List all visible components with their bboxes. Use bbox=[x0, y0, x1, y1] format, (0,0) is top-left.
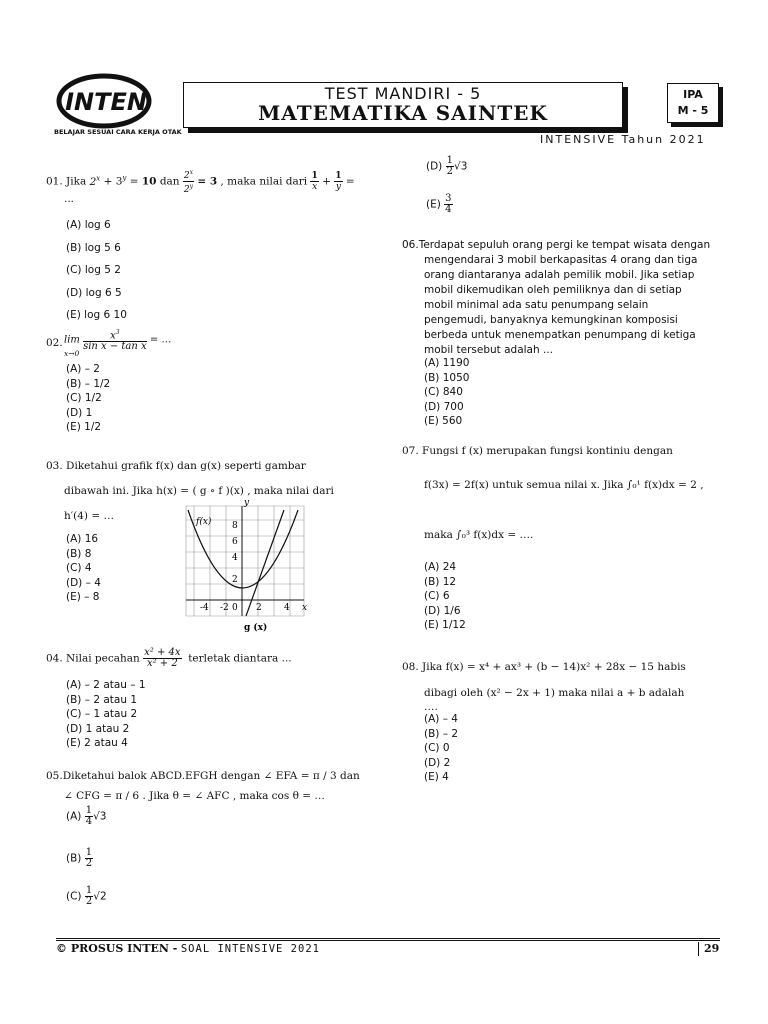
option-c[interactable]: (C) log 5 2 bbox=[66, 264, 121, 276]
question-text: Jika f(x) = x⁴ + ax³ + (b − 14)x² + 28x − 15 habis bbox=[422, 661, 686, 673]
question-text: mengendarai 3 mobil berkapasitas 4 orang dan tiga bbox=[424, 254, 698, 266]
option-e[interactable]: (E) 1/12 bbox=[424, 619, 466, 632]
option-d[interactable]: (D) 1 atau 2 bbox=[66, 722, 130, 735]
question-text: Diketahui grafik f(x) dan g(x) seperti gambar bbox=[66, 460, 306, 472]
q05-option-e[interactable]: (E) $\frac{3}{4}$ bbox=[426, 193, 452, 215]
code-m5: M - 5 bbox=[677, 104, 709, 117]
option-d[interactable]: (D) – 4 bbox=[66, 576, 101, 589]
option-c[interactable]: (C) 4 bbox=[66, 562, 92, 575]
question-04 bbox=[46, 648, 366, 669]
subject-title: MATEMATIKA SAINTEK bbox=[258, 101, 548, 125]
option-d[interactable]: (D) 2 bbox=[424, 756, 451, 769]
option-c[interactable]: (C) 6 bbox=[424, 590, 450, 603]
question-01: 01. Jika $2^x + 3^y = 10$ dan $\frac{2^x}{2^y}$ = 3 , maka nilai dari $\frac{1}{x}$ + $\frac{1}{y}$ = bbox=[46, 169, 355, 195]
option-e[interactable]: (E) 2 atau 4 bbox=[66, 737, 128, 750]
option-e[interactable]: (E) – 8 bbox=[66, 591, 100, 604]
question-text: terletak diantara ... bbox=[188, 652, 292, 665]
y-tick: 2 bbox=[232, 575, 238, 585]
option-b[interactable]: (B) log 5 6 bbox=[66, 241, 121, 254]
option-d[interactable]: (D) 1 bbox=[66, 406, 93, 419]
question-08 bbox=[402, 654, 724, 706]
question-05 bbox=[46, 766, 368, 806]
option-a[interactable]: (A) – 2 bbox=[66, 363, 100, 375]
question-text: orang diantaranya adalah pemilik mobil. Jika setiap bbox=[424, 269, 695, 281]
question-text: Jika bbox=[66, 175, 87, 188]
q03-options bbox=[66, 532, 101, 605]
option-b[interactable]: (B) – 1/2 bbox=[66, 377, 111, 390]
title-box bbox=[183, 82, 623, 128]
q05-option-c[interactable]: (C) $\frac{1}{2}$ √2 bbox=[66, 885, 107, 907]
question-07-line3: maka ∫₀³ f(x)dx = …. bbox=[424, 529, 534, 541]
label-g: g (x) bbox=[244, 623, 268, 633]
question-07-line1 bbox=[402, 444, 724, 459]
option-b[interactable]: (B) – 2 bbox=[424, 727, 459, 740]
option-a[interactable]: (A) – 2 atau – 1 bbox=[66, 679, 146, 691]
question-ellipsis: …. bbox=[424, 701, 438, 713]
y-tick: 6 bbox=[232, 537, 238, 547]
question-number: 05. bbox=[46, 770, 63, 782]
test-title: TEST MANDIRI - 5 bbox=[324, 84, 482, 103]
question-text: dibagi oleh (x² − 2x + 1) maka nilai a + b adalah bbox=[424, 687, 685, 699]
q02-options bbox=[66, 362, 110, 435]
question-text: mobil dikemudikan oleh pemiliknya dan di setiap bbox=[424, 284, 682, 296]
footer-subtitle: SOAL INTENSIVE 2021 bbox=[180, 943, 320, 955]
question-ellipsis: ... bbox=[64, 193, 75, 205]
option-label: (D) bbox=[426, 160, 443, 173]
footer-brand: © PROSUS INTEN - bbox=[56, 942, 178, 955]
option-a[interactable]: (A) log 6 bbox=[66, 219, 111, 231]
question-number: 06. bbox=[402, 239, 419, 251]
question-number: 03. bbox=[46, 460, 63, 472]
option-label: (B) bbox=[66, 852, 82, 865]
option-c[interactable]: (C) 1/2 bbox=[66, 392, 102, 405]
graph-f-g bbox=[186, 498, 311, 639]
option-b[interactable]: (B) 8 bbox=[66, 547, 92, 560]
question-number: 04. bbox=[46, 652, 63, 665]
question-text: mobil tersebut adalah ... bbox=[424, 344, 553, 356]
fraction-numerator: x² + 4x bbox=[144, 647, 181, 658]
q05-option-b[interactable]: (B) $\frac{1}{2}$ bbox=[66, 847, 93, 869]
option-c[interactable]: (C) – 1 atau 2 bbox=[66, 708, 138, 721]
question-text: ∠ CFG = π / 6 . Jika θ = ∠ AFC , maka cos θ = … bbox=[64, 790, 325, 802]
option-b[interactable]: (B) 1050 bbox=[424, 371, 470, 384]
option-d[interactable]: (D) log 6 5 bbox=[66, 286, 122, 299]
question-06 bbox=[402, 238, 724, 358]
option-a[interactable]: (A) 16 bbox=[66, 533, 99, 545]
question-number: 08. bbox=[402, 661, 419, 673]
q08-options bbox=[424, 712, 458, 785]
label-y: y bbox=[244, 498, 250, 508]
footer-rule bbox=[56, 940, 720, 941]
x-tick: -4 bbox=[200, 603, 209, 613]
q01-options bbox=[66, 214, 127, 327]
x-tick: 2 bbox=[256, 603, 262, 613]
question-text: Terdapat sepuluh orang pergi ke tempat wisata dengan bbox=[418, 239, 711, 251]
footer-left bbox=[56, 942, 320, 955]
question-text: dan bbox=[159, 175, 180, 188]
option-d[interactable]: (D) 700 bbox=[424, 400, 464, 413]
option-label: (A) bbox=[66, 810, 82, 823]
option-c[interactable]: (C) 840 bbox=[424, 386, 463, 399]
q05-option-d[interactable]: (D) $\frac{1}{2}$ √3 bbox=[426, 155, 468, 177]
question-text: Fungsi f (x) merupakan fungsi kontiniu dengan bbox=[422, 445, 673, 457]
label-x: x bbox=[302, 603, 308, 613]
q04-options bbox=[66, 678, 146, 751]
question-text: , maka nilai dari bbox=[220, 175, 308, 188]
q05-option-a[interactable]: (A) $\frac{1}{4}$ √3 bbox=[66, 805, 107, 827]
question-02-expr: lim $\frac{x^3}{\text{sin x − tan x}}$ = … x→0 bbox=[64, 329, 172, 359]
option-a[interactable]: (A) 24 bbox=[424, 561, 457, 573]
question-text: Diketahui balok ABCD.EFGH dengan ∠ EFA = π / 3 dan bbox=[62, 770, 360, 782]
option-b[interactable]: (B) 12 bbox=[424, 575, 457, 588]
question-number: 01. bbox=[46, 175, 63, 188]
question-number: 07. bbox=[402, 445, 419, 457]
x-tick: -2 bbox=[220, 603, 229, 613]
logo-tagline: BELAJAR SESUAI CARA KERJA OTAK bbox=[54, 128, 182, 136]
question-text: Nilai pecahan bbox=[66, 652, 140, 665]
fraction-denominator: x² + 2 bbox=[146, 658, 178, 669]
question-02-number: 02. bbox=[46, 337, 63, 349]
page-number: 29 bbox=[704, 942, 720, 955]
option-e[interactable]: (E) 1/2 bbox=[66, 421, 102, 434]
footer-divider bbox=[698, 942, 699, 956]
code-box bbox=[667, 83, 719, 123]
code-ipa: IPA bbox=[683, 88, 703, 101]
question-07-line2: f(3x) = 2f(x) untuk semua nilai x. Jika ∫₀¹ f(x)dx = 2 , bbox=[424, 479, 704, 491]
option-e[interactable]: (E) 560 bbox=[424, 415, 463, 428]
question-text: mobil minimal ada satu penumpang selain bbox=[424, 299, 649, 311]
svg-text:INTEN: INTEN bbox=[65, 88, 147, 116]
question-text: berbeda untuk menempatkan penumpang di ketiga bbox=[424, 329, 696, 341]
option-d[interactable]: (D) 1/6 bbox=[424, 604, 461, 617]
option-c[interactable]: (C) 0 bbox=[424, 742, 450, 755]
y-tick: 4 bbox=[232, 553, 238, 563]
y-tick: 8 bbox=[232, 521, 238, 531]
x-tick: 0 bbox=[232, 603, 238, 613]
question-text: h′(4) = … bbox=[64, 510, 114, 522]
option-e[interactable]: (E) 4 bbox=[424, 771, 449, 784]
footer-rule bbox=[56, 938, 720, 939]
q07-options bbox=[424, 560, 466, 633]
option-e[interactable]: (E) log 6 10 bbox=[66, 309, 127, 321]
question-text: dibawah ini. Jika h(x) = ( g ∘ f )(x) , maka nilai dari bbox=[64, 485, 334, 497]
option-label: (C) bbox=[66, 890, 82, 903]
label-f: f(x) bbox=[196, 517, 212, 527]
option-a[interactable]: (A) – 4 bbox=[424, 713, 458, 725]
question-text: pengemudi, banyaknya kemungkinan komposisi bbox=[424, 314, 678, 326]
option-label: (E) bbox=[426, 198, 441, 211]
option-a[interactable]: (A) 1190 bbox=[424, 357, 470, 369]
q06-options bbox=[424, 356, 469, 429]
program-label: INTENSIVE Tahun 2021 bbox=[540, 133, 706, 146]
x-tick: 4 bbox=[284, 603, 290, 613]
option-b[interactable]: (B) – 2 atau 1 bbox=[66, 693, 137, 706]
